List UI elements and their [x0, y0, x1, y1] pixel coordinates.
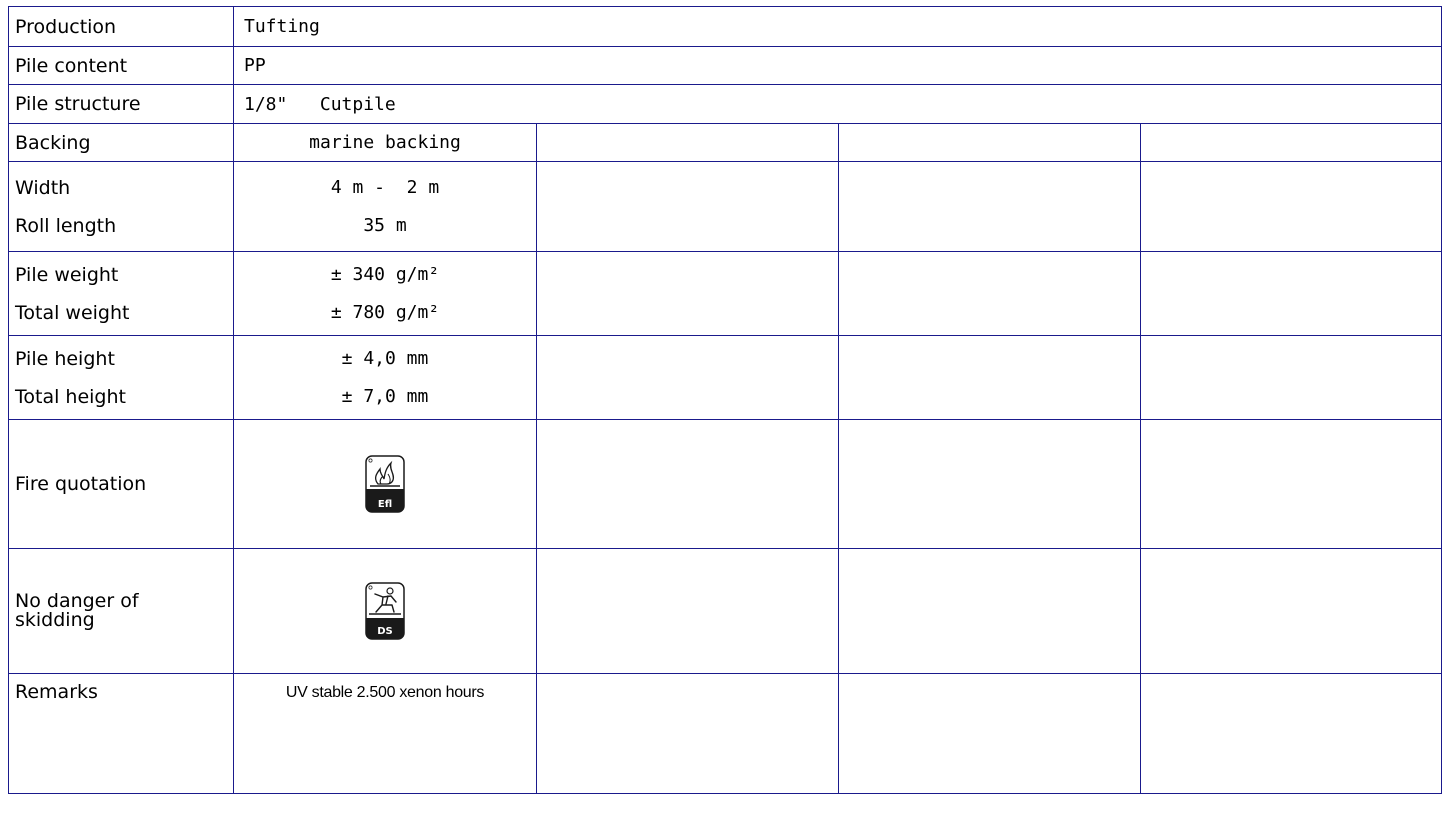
table-row: [9, 85, 1442, 124]
pile-structure-label: Pile structure: [9, 85, 234, 124]
spec-table: [8, 6, 1442, 794]
no-danger-label-line1: No danger of: [15, 590, 139, 612]
table-row: [9, 162, 1442, 252]
table-row: [9, 47, 1442, 85]
table-row: [9, 336, 1442, 420]
total-height-label: Total height: [15, 385, 126, 408]
pile-height-value: ± 4,0 mm: [341, 347, 429, 369]
roll-length-value: 35 m: [363, 214, 407, 236]
total-weight-label: Total weight: [15, 301, 130, 324]
empty-cell: [839, 674, 1141, 794]
empty-cell: [1141, 549, 1442, 674]
table-row: [9, 124, 1442, 162]
table-row: [9, 674, 1442, 794]
empty-cell: [1141, 252, 1442, 336]
empty-cell: [537, 549, 839, 674]
pile-content-value: PP: [234, 47, 1442, 85]
production-value: Tufting: [234, 7, 1442, 47]
fire-rating-text: Efl: [377, 499, 393, 510]
backing-label: Backing: [9, 124, 234, 162]
empty-cell: [1141, 674, 1442, 794]
empty-cell: [537, 674, 839, 794]
empty-cell: [537, 252, 839, 336]
roll-length-label: Roll length: [15, 214, 117, 237]
pile-weight-label: Pile weight: [15, 263, 119, 286]
remarks-value: UV stable 2.500 xenon hours: [234, 674, 537, 794]
width-value: 4 m - 2 m: [330, 176, 440, 198]
product-spec-sheet: [8, 6, 1441, 819]
table-row: [9, 7, 1442, 47]
table-row: [9, 420, 1442, 549]
total-height-value: ± 7,0 mm: [341, 385, 429, 407]
width-label: Width: [15, 176, 71, 199]
remarks-label: Remarks: [9, 674, 234, 794]
no-danger-label-line2: skidding: [15, 609, 95, 631]
pile-structure-value: 1/8" Cutpile: [234, 85, 1442, 124]
empty-cell: [537, 124, 839, 162]
fire-rating-efl-icon: [365, 455, 405, 513]
empty-cell: [839, 252, 1141, 336]
fire-quotation-label: Fire quotation: [9, 420, 234, 549]
anti-slip-ds-icon: [365, 582, 405, 640]
empty-cell: [1141, 162, 1442, 252]
pile-content-label: Pile content: [9, 47, 234, 85]
empty-cell: [1141, 124, 1442, 162]
backing-value: marine backing: [234, 124, 537, 162]
empty-cell: [1141, 336, 1442, 420]
pile-weight-value: ± 340 g/m²: [330, 263, 440, 285]
total-weight-value: ± 780 g/m²: [330, 301, 440, 323]
empty-cell: [1141, 420, 1442, 549]
empty-cell: [537, 336, 839, 420]
production-label: Production: [9, 7, 234, 47]
pile-height-label: Pile height: [15, 347, 115, 370]
empty-cell: [839, 162, 1141, 252]
empty-cell: [537, 420, 839, 549]
empty-cell: [839, 124, 1141, 162]
empty-cell: [839, 549, 1141, 674]
anti-slip-text: DS: [377, 626, 393, 637]
empty-cell: [839, 420, 1141, 549]
empty-cell: [537, 162, 839, 252]
table-row: [9, 549, 1442, 674]
table-row: [9, 252, 1442, 336]
empty-cell: [839, 336, 1141, 420]
